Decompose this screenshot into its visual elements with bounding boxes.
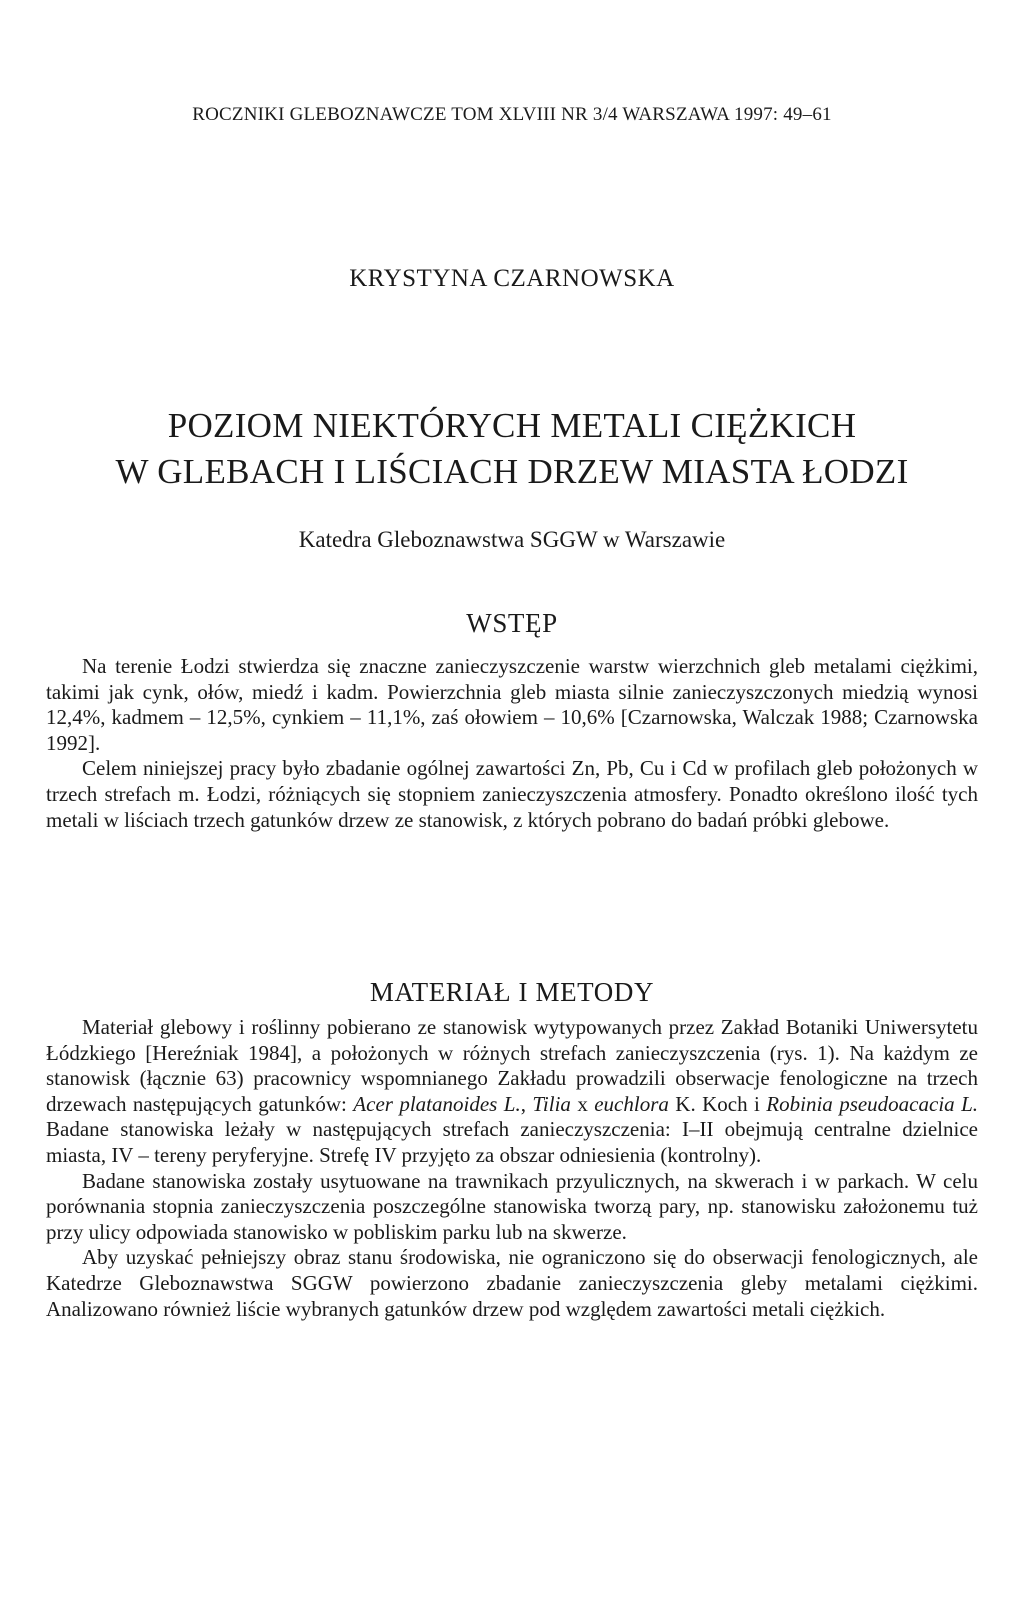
title-line: POZIOM NIEKTÓRYCH METALI CIĘŻKICH — [167, 406, 857, 445]
paragraph: Aby uzyskać pełniejszy obraz stanu środowiska, nie ograniczono się do obserwacji fenologicznych, ale Katedrze Gleboznawstwa SGGW powierzono zbadanie zanieczyszczenia gleby metalami ciężkimi. Analizowano również liście wybranych gatunków drzew pod względem zawartości metali ciężkich. — [46, 1245, 978, 1321]
text-span: Materiał glebowy i roślinny pobierano ze stanowisk wytypowanych przez Zakład Botaniki Uniwersytetu Łódzkiego [Hereźniak 1984], a położonych w różnych strefach zanieczyszczenia (rys. 1). Na każdym ze stanowisk (łącznie 63) pracownicy wspomnianego Zakładu prowadzili obserwacje fenologiczne na trzech drzewach następujących gatunków: — [46, 1015, 978, 1116]
article-title — [0, 403, 1024, 495]
paragraph — [46, 1015, 978, 1169]
species-name: Tilia — [532, 1091, 571, 1116]
paragraph: Badane stanowiska zostały usytuowane na trawnikach przyulicznych, na skwerach i w parkach. W celu porównania stopnia zanieczyszczenia poszczególne stanowiska tworzą pary, np. stanowisku założonemu tuż przy ulicy odpowiada stanowisko w pobliskim parku lub na skwerze. — [46, 1168, 978, 1244]
text-span: K. Koch i — [668, 1091, 767, 1116]
species-name: Robinia pseudoacacia L. — [766, 1091, 979, 1116]
journal-header: ROCZNIKI GLEBOZNAWCZE TOM XLVIII NR 3/4 WARSZAWA 1997: 49–61 — [192, 104, 832, 125]
intro-body — [46, 654, 978, 833]
title-line: W GLEBACH I LIŚCIACH DRZEW MIASTA ŁODZI — [115, 452, 909, 491]
paragraph: Na terenie Łodzi stwierdza się znaczne zanieczyszczenie warstw wierzchnich gleb metalami ciężkimi, takimi jak cynk, ołów, miedź i kadm. Powierzchnia gleb miasta silnie zanieczyszczonych miedzią wynosi 12,4%, kadmem – 12,5%, cynkiem – 11,1%, zaś ołowiem – 10,6% [Czarnowska, Walczak 1988; Czarnowska 1992]. — [46, 654, 978, 755]
species-name: Acer platanoides L. — [353, 1091, 521, 1116]
author-name: KRYSTYNA CZARNOWSKA — [349, 265, 675, 292]
species-name: euchlora — [594, 1091, 669, 1116]
text-span: , — [520, 1091, 533, 1116]
paragraph: Celem niniejszej pracy było zbadanie ogólnej zawartości Zn, Pb, Cu i Cd w profilach gleb położonych w trzech strefach m. Łodzi, różniących się stopniem zanieczyszczenia atmosfery. Ponadto określono ilość tych metali w liściach trzech gatunków drzew ze stanowisk, z których pobrano do badań próbki glebowe. — [46, 756, 978, 832]
section-heading-methods: MATERIAŁ I METODY — [369, 977, 655, 1007]
text-span: x — [570, 1091, 595, 1116]
affiliation: Katedra Gleboznawstwa SGGW w Warszawie — [298, 527, 726, 552]
text-span: Badane stanowiska leżały w następujących strefach zanieczyszczenia: I–II obejmują centralne dzielnice miasta, IV – tereny peryferyjne. Strefę IV przyjęto za obszar odniesienia (kontrolny). — [46, 1117, 978, 1167]
section-heading-intro: WSTĘP — [466, 608, 558, 638]
methods-body — [46, 1015, 978, 1322]
